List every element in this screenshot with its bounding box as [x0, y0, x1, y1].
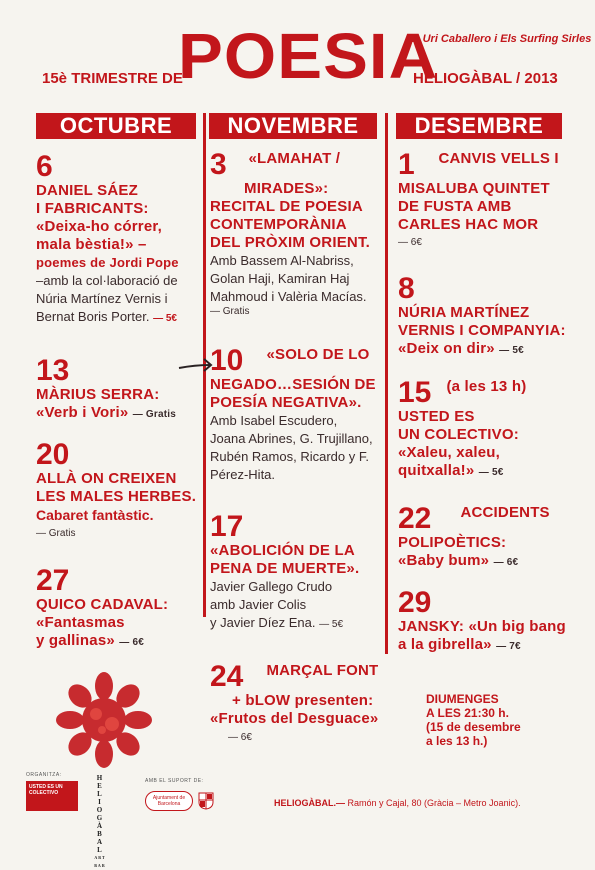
event-price: — 7€	[496, 641, 521, 652]
month-novembre: NOVEMBRE	[209, 113, 377, 139]
venue-street: Ramón y Cajal, 80 (Gràcia – Metro Joanic).	[345, 798, 521, 808]
event-head: «LAMAHAT /	[248, 150, 341, 167]
event-head: (a les 13 h)	[446, 378, 527, 395]
event-title: «Xaleu, xaleu,	[398, 444, 501, 461]
event-day: 20	[36, 438, 70, 471]
event-body: Pérez-Hita.	[210, 467, 276, 482]
event-body: Amb Isabel Escudero,	[210, 413, 338, 428]
event-title: Cabaret fantàstic.	[36, 507, 154, 523]
event-title: MISALUBA QUINTET	[398, 180, 550, 197]
event-day: 24	[210, 660, 244, 693]
event-title: DANIEL SÁEZ	[36, 182, 138, 199]
event-price: — 6€	[493, 557, 519, 568]
event-body-line	[36, 308, 202, 328]
logo-letter: G	[96, 814, 104, 822]
event-title: LES MALES HERBES.	[36, 488, 197, 505]
event-head-line	[210, 150, 382, 180]
event-title-line	[398, 552, 570, 572]
event-body: Bernat Boris Porter.	[36, 309, 150, 324]
schedule-line: A LES 21:30 h.	[426, 706, 509, 720]
event-price: — Gratis	[132, 409, 177, 420]
poster-title: POESIA	[178, 20, 439, 92]
event-dec-22	[398, 504, 570, 572]
event-dec-29	[398, 588, 570, 656]
schedule-line: a les 13 h.)	[426, 734, 488, 748]
event-title: JANSKY: «Un big bang	[398, 618, 566, 635]
dedication: A Uri Caballero i Els Surfing Sirles	[412, 33, 592, 45]
event-head-line	[210, 346, 382, 376]
month-desembre: DESEMBRE	[396, 113, 562, 139]
event-oct-6	[36, 152, 202, 328]
event-body: Golan Haji, Kamiran Haj	[210, 271, 350, 286]
event-title: ALLÀ ON CREIXEN	[36, 470, 177, 487]
event-nov-17	[210, 512, 382, 634]
event-dec-8	[398, 274, 570, 360]
event-day: 17	[210, 510, 244, 543]
event-day: 22	[398, 502, 432, 535]
logo-letter: O	[96, 806, 104, 814]
event-day: 29	[398, 586, 432, 619]
event-body: amb Javier Colis	[210, 597, 307, 612]
schedule-note	[426, 692, 521, 748]
schedule-line: (15 de desembre	[426, 720, 521, 734]
event-title-line	[398, 340, 570, 360]
logo-letter: À	[96, 822, 104, 830]
event-body-line	[210, 614, 382, 634]
event-price: — Gratis	[36, 528, 76, 539]
event-title: CONTEMPORÀNIA	[210, 216, 347, 233]
venue-address	[274, 798, 521, 808]
event-title: PENA DE MUERTE».	[210, 560, 360, 577]
event-title: NEGADO…SESIÓN DE	[210, 376, 376, 393]
usted-es-un-colectivo-logo: USTED ES UN COLECTIVO	[26, 781, 78, 811]
heliogabal-logo	[89, 774, 111, 870]
event-price: — 5€	[478, 467, 504, 478]
event-dec-1	[398, 150, 570, 248]
event-title: QUICO CADAVAL:	[36, 596, 169, 613]
event-title: quitxalla!»	[398, 462, 475, 479]
event-title: I FABRICANTS:	[36, 200, 149, 217]
column-divider	[385, 113, 388, 654]
event-title: «Baby bum»	[398, 552, 490, 569]
event-body: Mahmoud i Valèria Macías.	[210, 289, 367, 304]
event-title: DE FUSTA AMB	[398, 198, 512, 215]
event-day: 15	[398, 376, 432, 409]
event-title: a la gibrella»	[398, 636, 492, 653]
event-day: 3	[210, 148, 227, 181]
event-nov-24	[210, 662, 382, 743]
event-price: — 6€	[398, 237, 422, 248]
logo-letter: A	[96, 838, 104, 846]
month-octubre: OCTUBRE	[36, 113, 196, 139]
event-title: POESÍA NEGATIVA».	[210, 394, 362, 411]
event-title: MÀRIUS SERRA:	[36, 386, 160, 403]
event-nov-3	[210, 150, 382, 317]
logo-letter: L	[97, 790, 103, 798]
event-title: NÚRIA MARTÍNEZ	[398, 304, 530, 321]
event-day: 1	[398, 148, 415, 181]
logo-letter: B	[97, 830, 103, 838]
event-price: — 5€	[499, 345, 524, 356]
event-oct-27	[36, 566, 202, 652]
barcelona-emblem-icon	[198, 792, 214, 810]
event-oct-20	[36, 440, 202, 539]
event-title: UN COLECTIVO:	[398, 426, 519, 443]
event-day: 27	[36, 564, 70, 597]
event-title: «Fantasmas	[36, 614, 125, 631]
flower-illustration	[56, 672, 152, 768]
venue-name: HELIOGÀBAL.—	[274, 798, 345, 808]
event-head: CANVIS VELLS I	[438, 150, 559, 167]
logo-letter: E	[97, 782, 103, 790]
event-head-line	[398, 150, 570, 180]
event-body: Rubén Ramos, Ricardo y F.	[210, 449, 369, 464]
event-title: mala bèstia!» –	[36, 236, 147, 253]
event-title: «Frutos del Desguace»	[210, 710, 379, 727]
event-day: 6	[36, 150, 53, 183]
event-title: + bLOW presenten:	[232, 692, 374, 709]
suport-label: AMB EL SUPORT DE:	[145, 778, 204, 784]
event-title: «Verb i Vori»	[36, 404, 129, 421]
event-title-line	[398, 462, 570, 482]
event-dec-15	[398, 378, 570, 482]
event-title: USTED ES	[398, 408, 475, 425]
event-title: RECITAL DE POESIA	[210, 198, 363, 215]
logo-letter: ART BAR	[94, 855, 106, 868]
event-title: VERNIS I COMPANYIA:	[398, 322, 566, 339]
event-title-line	[36, 404, 202, 424]
event-title-line	[398, 636, 570, 656]
event-head: «SOLO DE LO	[266, 346, 370, 363]
organitza-label: ORGANITZA:	[26, 772, 62, 778]
event-title: POLIPOÈTICS:	[398, 534, 507, 551]
event-title: «ABOLICIÓN DE LA	[210, 542, 355, 559]
event-title: MIRADES»:	[244, 180, 329, 197]
trimester-label: 15è TRIMESTRE DE	[42, 70, 183, 87]
event-price: — 5€	[319, 619, 344, 630]
logo-letter: H	[96, 774, 104, 782]
event-day: 13	[36, 354, 70, 387]
venue-year-label: HELIOGÀBAL / 2013	[413, 70, 558, 87]
event-body: Núria Martínez Vernis i	[36, 291, 168, 306]
event-head: ACCIDENTS	[460, 504, 550, 521]
event-head-line	[398, 504, 570, 534]
event-nov-10	[210, 346, 382, 484]
event-title: «Deix on dir»	[398, 340, 495, 357]
event-head: MARÇAL FONT	[266, 662, 379, 679]
event-body: y Javier Díez Ena.	[210, 615, 316, 630]
event-price: — Gratis	[210, 306, 250, 317]
event-price: — 6€	[228, 732, 252, 743]
event-title: CARLES HAC MOR	[398, 216, 539, 233]
event-title: y gallinas»	[36, 632, 115, 649]
event-day: 8	[398, 272, 415, 305]
event-head-line	[398, 378, 570, 408]
event-title: «Deixa-ho córrer,	[36, 218, 162, 235]
event-price: — 6€	[119, 637, 144, 648]
event-body: Javier Gallego Crudo	[210, 579, 333, 594]
event-body: –amb la col·laboració de	[36, 273, 178, 288]
event-price: — 5€	[153, 313, 177, 324]
event-body: Amb Bassem Al-Nabriss,	[210, 253, 354, 268]
event-head-line	[210, 662, 382, 692]
event-title: poemes de Jordi Pope	[36, 255, 179, 270]
event-day: 10	[210, 344, 244, 377]
event-title-line	[36, 632, 202, 652]
schedule-line: DIUMENGES	[426, 692, 499, 706]
logo-letter: L	[97, 846, 103, 854]
ajuntament-logo: Ajuntament de Barcelona	[145, 791, 193, 811]
event-body: Joana Abrines, G. Trujillano,	[210, 431, 373, 446]
logo-letter: I	[98, 798, 102, 806]
event-title: DEL PRÒXIM ORIENT.	[210, 234, 371, 251]
